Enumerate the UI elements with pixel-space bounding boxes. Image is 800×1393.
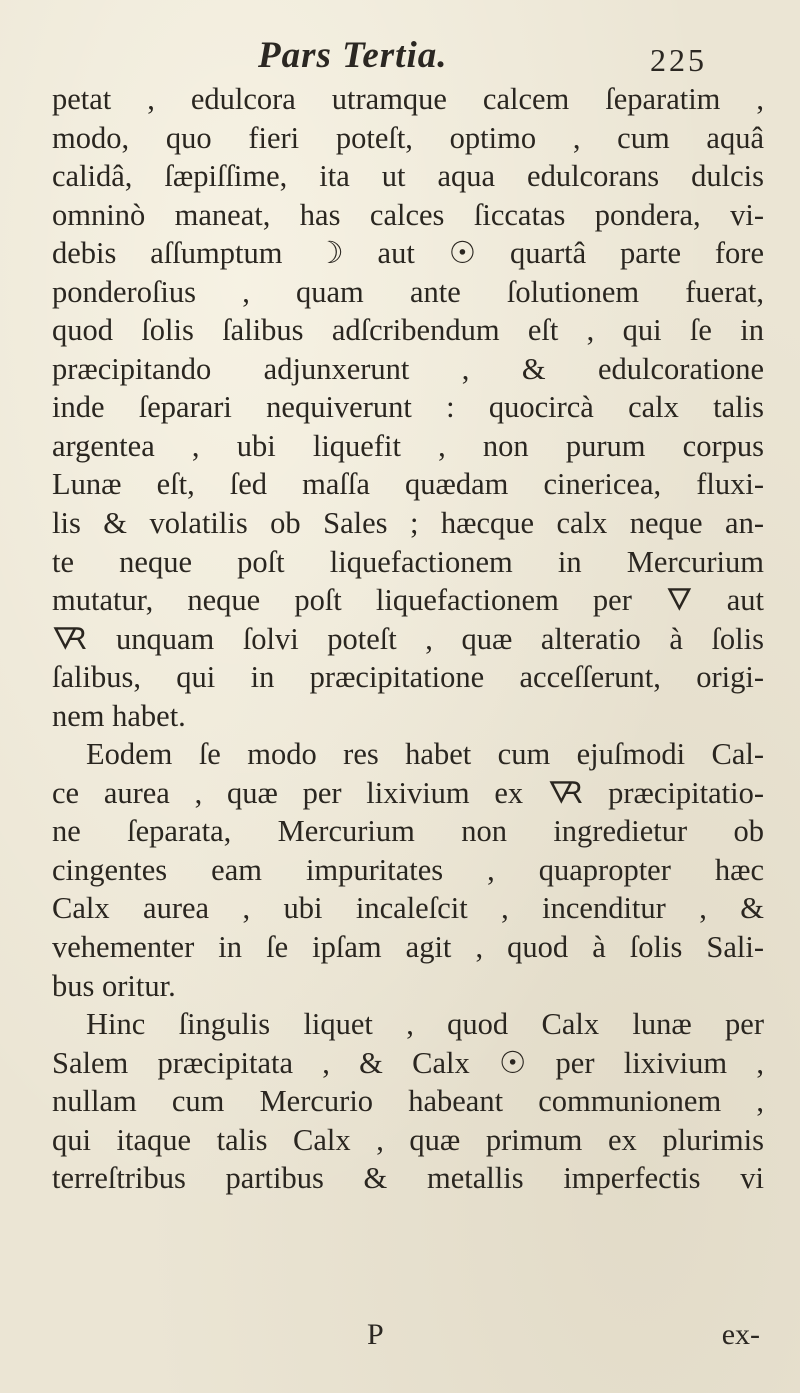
text-line: lis & volatilis ob Sales ; hæcque calx neque an- — [52, 506, 764, 541]
text-line: Calx aurea , ubi incaleſcit , incenditur , & — [52, 891, 764, 926]
text-line: Salem præcipitata , & Calx ☉ per lixivium , — [52, 1045, 764, 1080]
paragraph-1 — [52, 80, 764, 735]
text-line: bus oritur. — [52, 968, 176, 1003]
text-line: argentea , ubi liquefit , non purum corpus — [52, 428, 764, 463]
text-line: Lunæ eſt, ſed maſſa quædam cinericea, fluxi- — [52, 467, 764, 502]
text-block — [52, 80, 764, 1198]
text-line: petat , edulcora utramque calcem ſeparatim , — [52, 82, 764, 116]
text-line: quod ſolis ſalibus adſcribendum eſt , qui ſe in — [52, 313, 764, 348]
running-title: Pars Tertia. — [258, 35, 448, 76]
text-line: Eodem ſe modo res habet cum ejuſmodi Cal- — [86, 737, 764, 772]
text-line: 🜆 unquam ſolvi poteſt , quæ alteratio à ſolis — [52, 621, 764, 656]
text-line: ſalibus, qui in præcipitatione acceſſerunt, origi- — [52, 660, 764, 695]
page-number: 225 — [650, 42, 707, 78]
text-line: omninò maneat, has calces ſiccatas pondera, vi- — [52, 197, 764, 232]
text-line: præcipitando adjunxerunt , & edulcoratione — [52, 351, 764, 386]
text-line: te neque poſt liquefactionem in Mercurium — [52, 544, 764, 579]
text-line: cingentes eam impuritates , quapropter hæc — [52, 852, 764, 887]
text-line: vehementer in ſe ipſam agit , quod à ſolis Sali- — [52, 930, 764, 965]
text-line: nullam cum Mercurio habeant communionem , — [52, 1084, 764, 1119]
paragraph-2 — [52, 735, 764, 1005]
page-header — [0, 30, 800, 80]
text-line: inde ſeparari nequiverunt : quocircà calx talis — [52, 390, 764, 425]
page-footer — [52, 1318, 764, 1358]
catchword: ex- — [721, 1318, 760, 1351]
text-line: terreſtribus partibus & metallis imperfectis vi — [52, 1161, 764, 1196]
text-line: ne ſeparata, Mercurium non ingredietur ob — [52, 814, 764, 849]
text-line: nem habet. — [52, 698, 186, 733]
paragraph-3 — [52, 1005, 764, 1198]
text-line: ce aurea , quæ per lixivium ex 🜆 præcipitatio- — [52, 775, 764, 810]
text-line: ponderoſius , quam ante ſolutionem fuerat, — [52, 274, 764, 309]
text-line: qui itaque talis Calx , quæ primum ex plurimis — [52, 1122, 764, 1157]
text-line: debis aſſumptum ☽ aut ☉ quartâ parte fore — [52, 236, 764, 271]
text-line: mutatur, neque poſt liquefactionem per 🜄 aut — [52, 583, 764, 618]
text-line: calidâ, ſæpiſſime, ita ut aqua edulcorans dulcis — [52, 159, 764, 194]
signature-mark: P — [367, 1318, 384, 1351]
text-line: Hinc ſingulis liquet , quod Calx lunæ per — [86, 1007, 764, 1042]
text-line: modo, quo fieri poteſt, optimo , cum aquâ — [52, 120, 764, 155]
